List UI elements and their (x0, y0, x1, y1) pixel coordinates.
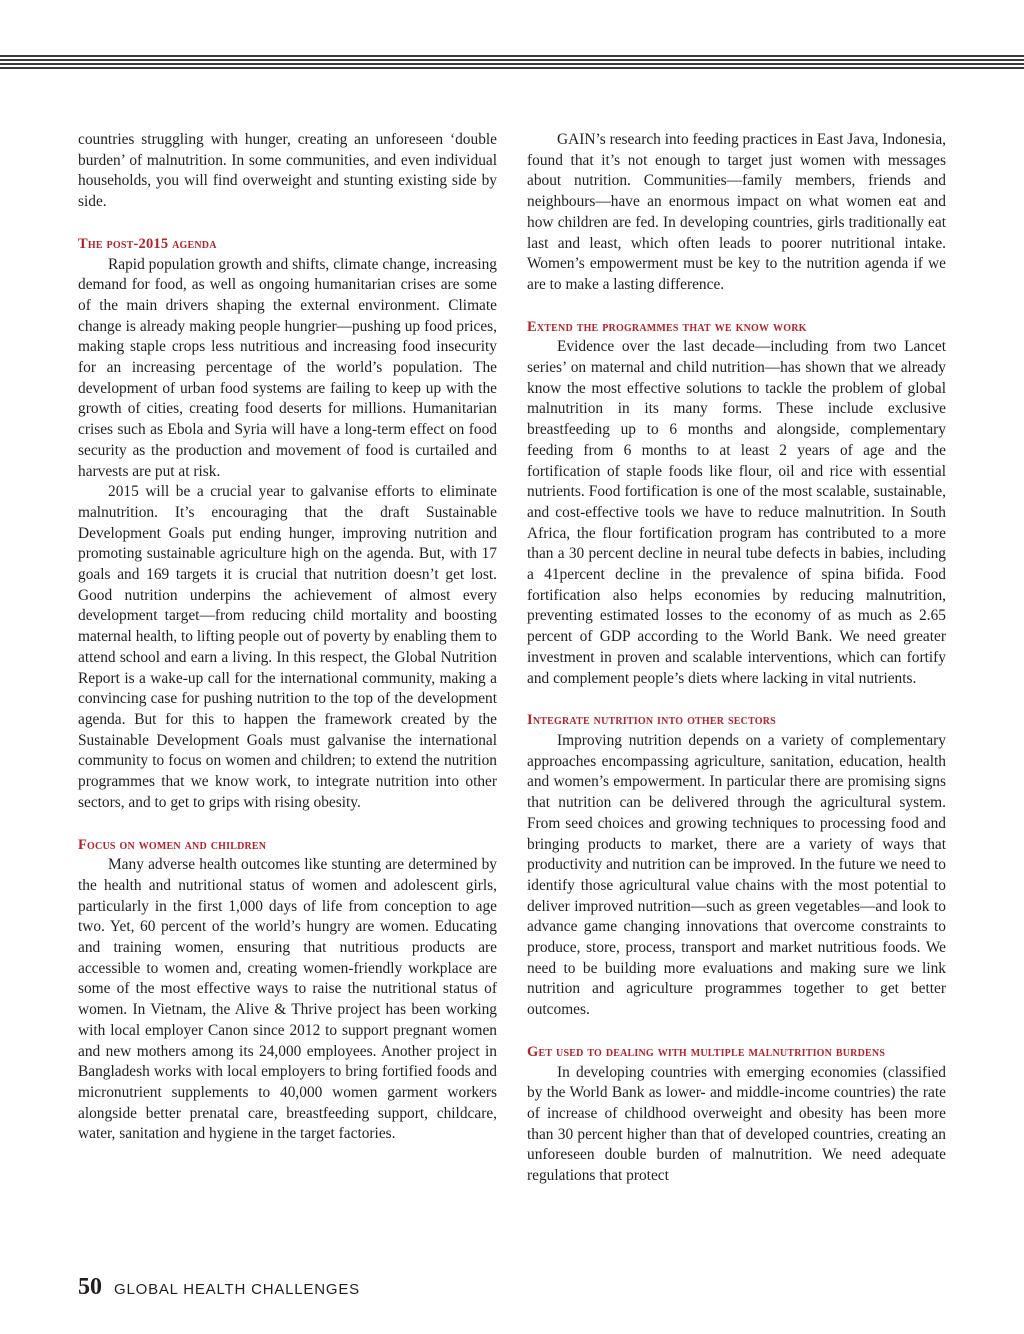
section-heading: The post-2015 agenda (78, 235, 217, 252)
paragraph: In developing countries with emerging economies (classified by the World Bank as lower- and middle-income countries) the rate of increase of childhood overweight and obesity has been more than 30 percent higher than that of developed countries, creating an unforeseen double burden of malnutrition. We need adequate regulations that protect (527, 1063, 946, 1185)
header-rules (0, 55, 1024, 71)
section-heading: Extend the programmes that we know work (527, 318, 807, 335)
section-heading: Focus on women and children (78, 836, 267, 853)
header-rule (0, 55, 1024, 57)
section-heading: Integrate nutrition into other sectors (527, 712, 776, 729)
page-number: 50 (78, 1274, 102, 1300)
paragraph: GAIN’s research into feeding practices in East Java, Indonesia, found that it’s not enough to target just women with messages about nutrition. Communities—family members, friends and neighbours—have an enormous impact on what women eat and how children are fed. In developing countries, girls traditionally eat last and least, which often leads to poorer nutritional intake. Women’s empowerment must be key to the nutrition agenda if we are to make a lasting difference. (527, 131, 946, 293)
paragraph: Improving nutrition depends on a variety of complementary approaches encompassing agriculture, sanitation, education, health and women’s empowerment. In particular there are promising signs that nutrition can be delivered through the agricultural system. From seed choices and growing techniques to processing food and bringing products to market, there are a variety of ways that productivity and nutrition can be improved. In the future we need to identify those agricultural value chains with the most potential to deliver improved nutrition—such as green vegetables—and look to advance game changing innovations that overcome constraints to produce, store, process, transport and market nutritious foods. We need to be building more evaluations and making sure we link nutrition and agriculture programmes together to get better outcomes. (527, 731, 946, 1019)
header-rule (0, 59, 1024, 61)
paragraph: countries struggling with hunger, creating an unforeseen ‘double burden’ of malnutrition. In some communities, and even individual households, you will find overweight and stunting existing side by side. (78, 131, 497, 211)
paragraph: Evidence over the last decade—including from two Lancet series’ on maternal and child nutrition—has shown that we already know the most effective solutions to tackle the problem of global malnutrition in its many forms. These include exclusive breastfeeding up to 6 months and alongside, complementary feeding from 6 months to at least 2 years of age and the fortification of staple foods like flour, oil and rice with essential nutrients. Food fortification is one of the most scalable, sustainable, and cost-effective tools we have to reduce malnutrition. In South Africa, the flour fortification program has contributed to a more than a 30 percent decline in neural tube defects in babies, including a 41percent decline in the prevalence of spina bifida. Food fortification also helps economies by reducing malnutrition, preventing estimated losses to the economy of as much as 2.65 percent of GDP according to the World Bank. We need greater investment in proven and scalable interventions, which can fortify and complement people’s diets where lacking in vital nutrients. (527, 338, 946, 687)
section-heading: Get used to dealing with multiple malnutrition burdens (527, 1043, 886, 1060)
right-column (527, 130, 946, 1187)
left-column (78, 130, 497, 1145)
header-rule (0, 67, 1024, 69)
header-rule (0, 63, 1024, 65)
paragraph: Rapid population growth and shifts, climate change, increasing demand for food, as well as ongoing humanitarian crises are some of the main drivers shaping the external environment. Climate change is already making people hungrier—pushing up food prices, making staple crops less nutritious and increasing food insecurity for an increasing percentage of the world’s population. The development of urban food systems are failing to keep up with the growth of cities, creating food deserts for millions. Humanitarian crises such as Ebola and Syria will have a long-term effect on food security as the production and movement of food is curtailed and harvests are put at risk. (78, 255, 497, 480)
running-title: GLOBAL HEALTH CHALLENGES (114, 1281, 360, 1298)
paragraph: 2015 will be a crucial year to galvanise efforts to eliminate malnutrition. It’s encouraging that the draft Sustainable Development Goals put ending hunger, improving nutrition and promoting sustainable agriculture high on the agenda. But, with 17 goals and 169 targets it is crucial that nutrition doesn’t get lost. Good nutrition underpins the achievement of almost every development target—from reducing child mortality and boosting maternal health, to lifting people out of poverty by enabling them to attend school and earn a living. In this respect, the Global Nutrition Report is a wake-up call for the international community, making a convincing case for pushing nutrition to the top of the development agenda. But for this to happen the framework created by the Sustainable Development Goals must galvanise the international community to focus on women and children; to extend the nutrition programmes that we know work, to integrate nutrition into other sectors, and to get to grips with rising obesity. (78, 483, 497, 811)
page-footer (78, 1274, 360, 1301)
paragraph: Many adverse health outcomes like stunting are determined by the health and nutritional status of women and adolescent girls, particularly in the first 1,000 days of life from conception to age two. Yet, 60 percent of the world’s hungry are women. Educating and training women, ensuring that nutritious products are accessible to women and, creating women-friendly workplace are some of the most effective ways to raise the nutritional status of women. In Vietnam, the Alive & Thrive project has been working with local employer Canon since 2012 to support pregnant women and new mothers among its 24,000 employees. Another project in Bangladesh works with local employers to bring fortified foods and micronutrient supplements to 40,000 women garment workers alongside better prenatal care, breastfeeding support, childcare, water, sanitation and hygiene in the target factories. (78, 856, 497, 1143)
